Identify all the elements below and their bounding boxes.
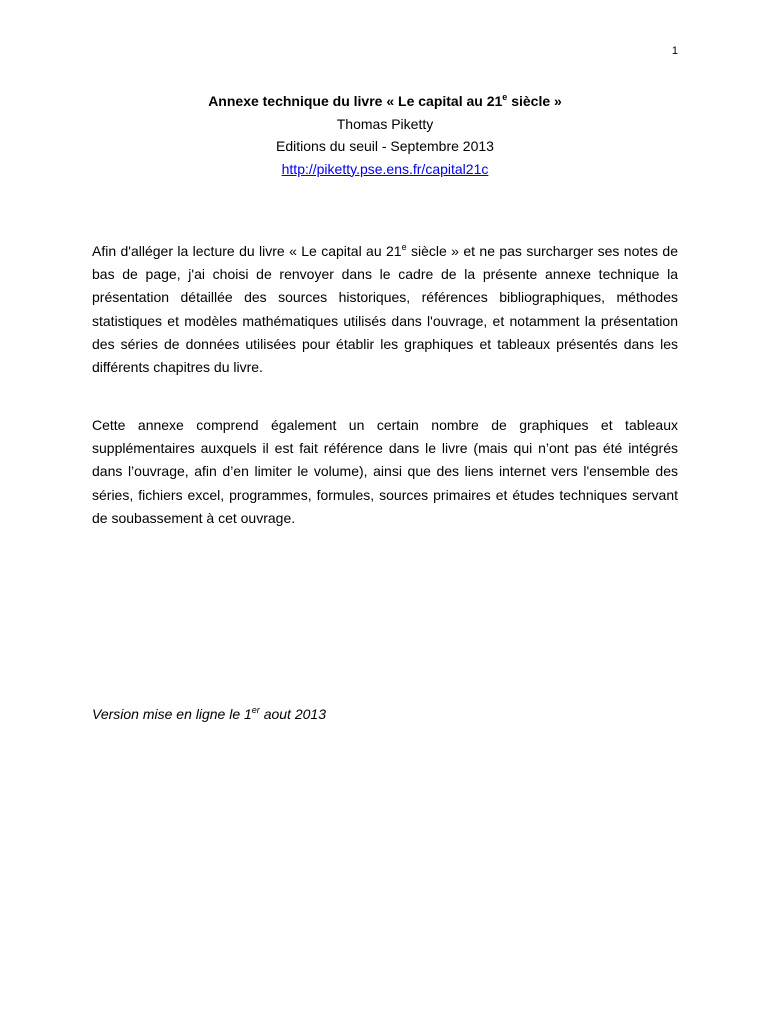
author-name: Thomas Piketty xyxy=(336,115,434,132)
version-text-start: Version mise en ligne le 1 xyxy=(92,706,252,722)
intro-text-end: siècle » et ne pas surcharger ses notes de bas de page, j'ai choisi de renvoyer dans le cadre de la présente annexe technique la présentation détaillée des sources historiques, références bibliographiques, méthodes statistiques et modèles mathématiques utilisés dans l'ouvrage, et notamment la présentation des séries de données utilisées pour établir les graphiques et tableaux présentés dans les différents chapitres du livre. xyxy=(92,243,678,376)
title-superscript: e xyxy=(502,92,508,102)
page-number: 1 xyxy=(671,45,678,57)
website-link[interactable]: http://piketty.pse.ens.fr/capital21c xyxy=(281,160,489,177)
document-header xyxy=(92,90,678,180)
publisher-line: Editions du seuil - Septembre 2013 xyxy=(276,138,494,154)
document-title xyxy=(92,90,678,113)
intro-superscript: e xyxy=(401,242,407,252)
intro-paragraph xyxy=(92,240,678,379)
version-note xyxy=(92,703,326,725)
version-text-end: aout 2013 xyxy=(259,706,326,722)
annex-contents-paragraph: Cette annexe comprend également un certain nombre de graphiques et tableaux supplémentaires auxquels il est fait référence dans le livre (mais qui n’ont pas été intégrés dans l’ouvrage, afin d’en limiter le volume), ainsi que des liens internet vers l'ensemble des séries, fichiers excel, programmes, formules, sources primaires et études techniques servant de soubassement à cet ouvrage. xyxy=(92,417,678,526)
title-prefix: Annexe technique du livre « Le capital au 21 xyxy=(208,93,503,109)
intro-text-start: Afin d'alléger la lecture du livre « Le capital au 21 xyxy=(92,243,402,259)
version-superscript: er xyxy=(251,705,260,715)
title-suffix: siècle » xyxy=(507,93,562,109)
